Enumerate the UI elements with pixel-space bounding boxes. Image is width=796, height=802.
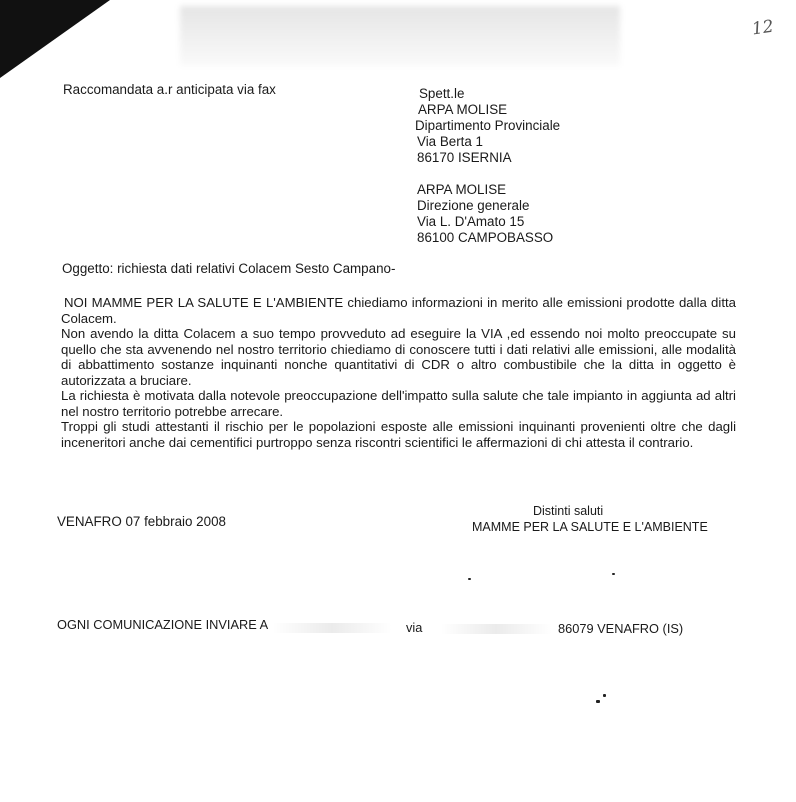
scan-speck xyxy=(468,578,471,580)
letter-body xyxy=(61,295,736,450)
recipient-2-city: 86100 CAMPOBASSO xyxy=(417,230,554,245)
postal-city: 86079 VENAFRO (IS) xyxy=(558,621,684,636)
signatory-name: MAMME PER LA SALUTE E L'AMBIENTE xyxy=(472,520,708,534)
recipient-1-dept: Dipartimento Provinciale xyxy=(415,118,561,133)
recipient-1-org: ARPA MOLISE xyxy=(418,102,508,117)
redacted-street xyxy=(440,624,552,634)
subject-line: Oggetto: richiesta dati relativi Colacem Sesto Campano- xyxy=(62,261,396,276)
body-paragraph-4: Troppi gli studi attestanti il rischio per le popolazioni esposte alle emissioni inquinanti provenienti oltre che dagli inceneritori anche dai cementifici purtroppo senza riscontri scientifici le affermazioni di chi attesta il contrario. xyxy=(61,419,736,450)
address-via-label: via xyxy=(406,620,423,635)
recipient-1-salutation: Spett.le xyxy=(419,86,465,101)
scan-smudge xyxy=(180,6,620,66)
closing-salutation: Distinti saluti xyxy=(533,504,604,518)
delivery-note: Raccomandata a.r anticipata via fax xyxy=(63,82,276,97)
scan-speck xyxy=(612,573,615,575)
signature-block xyxy=(472,503,708,535)
scan-corner-shadow xyxy=(0,0,110,78)
scan-speck xyxy=(596,700,600,703)
redacted-name xyxy=(272,623,392,633)
recipient-1-city: 86170 ISERNIA xyxy=(417,150,512,165)
recipient-2-dept: Direzione generale xyxy=(417,198,530,213)
body-paragraph-1: NOI MAMME PER LA SALUTE E L'AMBIENTE chiediamo informazioni in merito alle emissioni prodotte dalla ditta Colacem. xyxy=(61,295,736,326)
recipient-1-street: Via Berta 1 xyxy=(417,134,484,149)
scan-speck xyxy=(603,694,606,697)
page-number-mark: 12 xyxy=(750,16,775,40)
body-paragraph-2: Non avendo la ditta Colacem a suo tempo provveduto ad eseguire la VIA ,ed essendo noi molto preoccupate su quello che sta avvenendo nel nostro territorio chiediamo di conoscere tutti i dati relativi alle emissioni, alle modalità di abbattimento sostanze inquinanti nonche quantitativi di CDR o altro combustibile che la ditta in oggetto è autorizzata a bruciare. xyxy=(61,326,736,388)
recipient-address-block xyxy=(415,86,560,246)
recipient-2-street: Via L. D'Amato 15 xyxy=(417,214,525,229)
recipient-2-org: ARPA MOLISE xyxy=(417,182,507,197)
contact-instruction: OGNI COMUNICAZIONE INVIARE A xyxy=(57,617,269,632)
body-paragraph-3: La richiesta è motivata dalla notevole preoccupazione dell'impatto sulla salute che tale impianto in aggiunta ad altri nel nostro territorio potrebbe arrecare. xyxy=(61,388,736,419)
date-line: VENAFRO 07 febbraio 2008 xyxy=(57,514,226,529)
